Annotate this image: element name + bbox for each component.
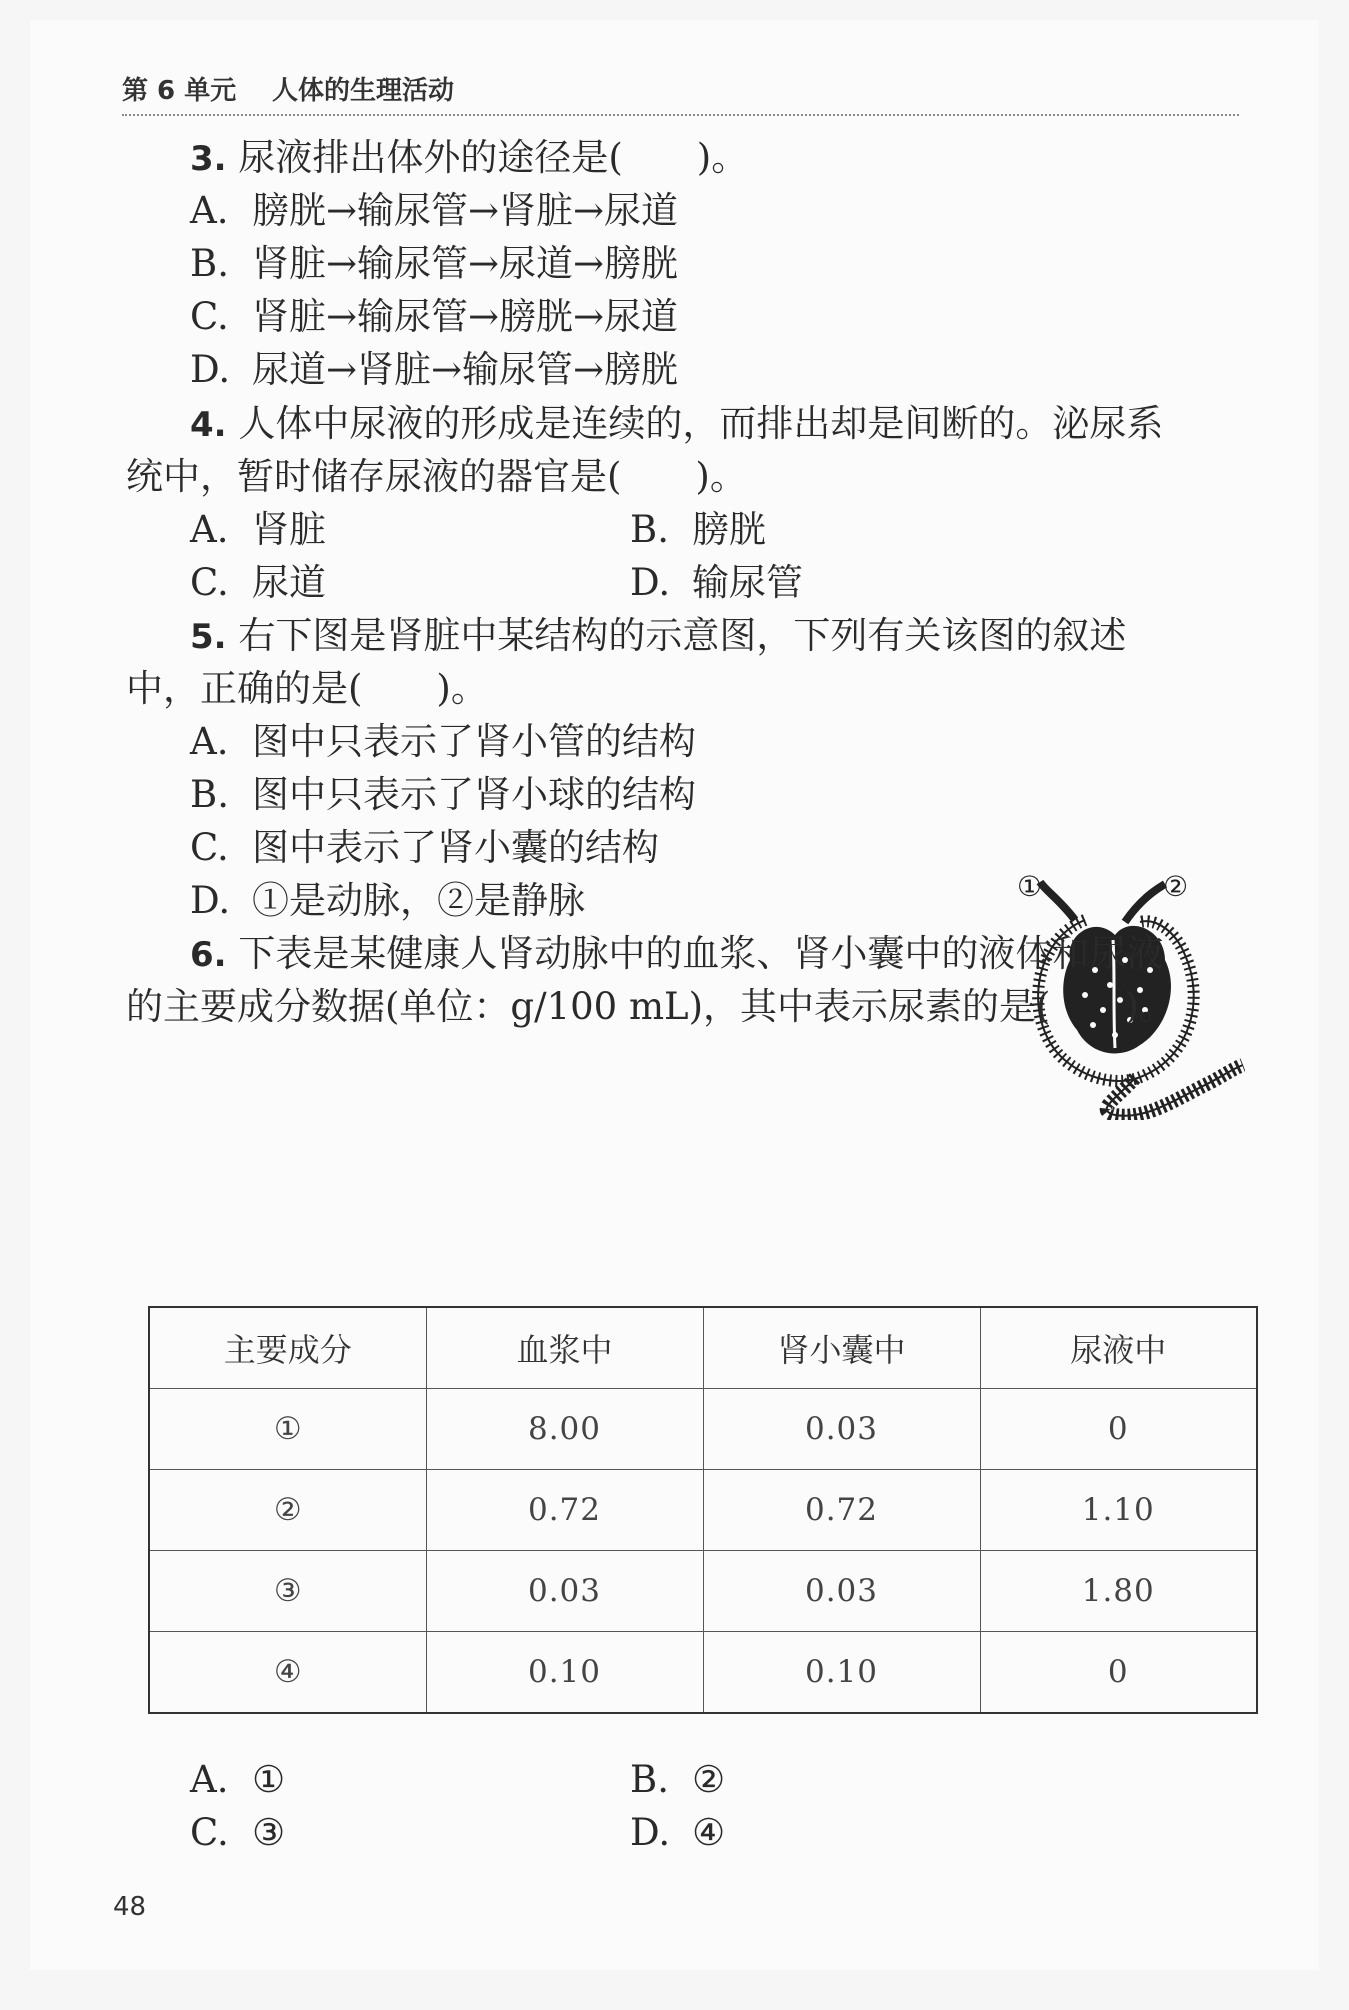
question-3-option-a — [190, 191, 678, 231]
option-text: 肾脏 — [252, 508, 326, 551]
option-letter: B. — [630, 1758, 669, 1801]
table-row — [149, 1389, 1257, 1470]
option-letter: C. — [190, 561, 229, 604]
table-cell: ④ — [149, 1632, 426, 1714]
table-cell: ② — [149, 1470, 426, 1551]
option-letter: C. — [190, 826, 229, 869]
question-4-stem-line1 — [190, 404, 1163, 445]
question-text: 人体中尿液的形成是连续的，而排出却是间断的。泌尿系 — [238, 402, 1164, 445]
question-number: 5. — [190, 617, 227, 657]
table-header-cell: 血浆中 — [426, 1307, 703, 1389]
table-row — [149, 1470, 1257, 1551]
option-letter: A. — [190, 508, 229, 551]
option-text: ①是动脉，②是静脉 — [252, 879, 585, 922]
question-5-option-d — [190, 881, 585, 921]
option-letter: D. — [190, 879, 231, 922]
option-letter: B. — [190, 773, 229, 816]
option-text: ① — [252, 1758, 286, 1801]
tubule — [1107, 1065, 1243, 1116]
question-4-option-a — [190, 510, 326, 550]
unit-topic: 人体的生理活动 — [272, 76, 455, 106]
option-letter: D. — [630, 1811, 671, 1854]
table-cell: 0.10 — [703, 1632, 980, 1714]
option-letter: D. — [630, 561, 671, 604]
table-cell: ③ — [149, 1551, 426, 1632]
table-row — [149, 1632, 1257, 1714]
table-cell: 0.03 — [426, 1551, 703, 1632]
option-text: 膀胱 — [692, 508, 766, 551]
page-number: 48 — [113, 1892, 147, 1922]
question-6-option-c — [190, 1813, 285, 1853]
option-letter: A. — [190, 1758, 229, 1801]
question-5-stem-line2: 中，正确的是( )。 — [126, 667, 488, 710]
table-row — [149, 1551, 1257, 1632]
option-text: 图中表示了肾小囊的结构 — [252, 826, 659, 869]
question-6-option-b — [630, 1760, 725, 1800]
table-cell: 0.72 — [426, 1470, 703, 1551]
option-letter: B. — [190, 242, 229, 285]
option-text: ③ — [252, 1811, 286, 1854]
vessel-1 — [1040, 882, 1075, 920]
option-letter: A. — [190, 720, 229, 763]
question-4-option-c — [190, 563, 326, 603]
table-cell: 8.00 — [426, 1389, 703, 1470]
option-text: 肾脏→输尿管→尿道→膀胱 — [252, 242, 679, 285]
question-4-stem-line2: 统中，暂时储存尿液的器官是( )。 — [126, 455, 747, 498]
question-6-option-d — [630, 1813, 725, 1853]
question-number: 3. — [190, 139, 227, 179]
option-text: ④ — [692, 1811, 726, 1854]
question-4-option-b — [630, 510, 766, 550]
table-cell: 0.03 — [703, 1389, 980, 1470]
option-text: 尿道 — [252, 561, 326, 604]
vessel-2 — [1125, 884, 1165, 922]
table-cell: ① — [149, 1389, 426, 1470]
question-5-option-c — [190, 828, 659, 868]
option-text: 图中只表示了肾小管的结构 — [252, 720, 696, 763]
option-letter: A. — [190, 189, 229, 232]
question-3-stem — [190, 138, 748, 179]
figure-label-1: ① — [1017, 870, 1043, 903]
option-text: 输尿管 — [692, 561, 803, 604]
question-6-stem-line1 — [190, 934, 1163, 975]
question-5-stem-line1 — [190, 616, 1126, 657]
option-letter: B. — [630, 508, 669, 551]
option-text: 图中只表示了肾小球的结构 — [252, 773, 696, 816]
textbook-page — [30, 20, 1319, 1970]
table-cell: 1.10 — [980, 1470, 1257, 1551]
option-text: ② — [692, 1758, 726, 1801]
table-header-cell: 主要成分 — [149, 1307, 426, 1389]
question-text: 右下图是肾脏中某结构的示意图，下列有关该图的叙述 — [238, 614, 1127, 657]
table-cell: 0.03 — [703, 1551, 980, 1632]
question-number: 6. — [190, 935, 227, 975]
question-3-option-d — [190, 350, 678, 390]
question-5-option-b — [190, 775, 696, 815]
option-letter: C. — [190, 1811, 229, 1854]
question-6-stem-line2: 的主要成分数据(单位：g/100 mL)，其中表示尿素的是( )。 — [126, 985, 1176, 1028]
table-header-cell: 肾小囊中 — [703, 1307, 980, 1389]
question-3-option-c — [190, 297, 678, 337]
figure-label-2: ② — [1163, 870, 1189, 903]
question-4-option-d — [630, 563, 803, 603]
question-3-option-b — [190, 244, 678, 284]
table-header-cell: 尿液中 — [980, 1307, 1257, 1389]
table-cell: 0.10 — [426, 1632, 703, 1714]
table-cell: 0 — [980, 1389, 1257, 1470]
table-cell: 1.80 — [980, 1551, 1257, 1632]
composition-table — [148, 1306, 1258, 1714]
unit-label: 第 6 单元 — [122, 76, 237, 106]
option-text: 肾脏→输尿管→膀胱→尿道 — [252, 295, 679, 338]
question-number: 4. — [190, 405, 227, 445]
question-6-option-a — [190, 1760, 285, 1800]
table-header-row — [149, 1307, 1257, 1389]
table-cell: 0.72 — [703, 1470, 980, 1551]
table-cell: 0 — [980, 1632, 1257, 1714]
question-5-option-a — [190, 722, 696, 762]
page-header — [122, 56, 1239, 116]
question-text: 尿液排出体外的途径是( )。 — [238, 136, 749, 179]
option-letter: D. — [190, 348, 231, 391]
question-text: 下表是某健康人肾动脉中的血浆、肾小囊中的液体和尿液 — [238, 932, 1164, 975]
option-letter: C. — [190, 295, 229, 338]
option-text: 尿道→肾脏→输尿管→膀胱 — [252, 348, 679, 391]
option-text: 膀胱→输尿管→肾脏→尿道 — [252, 189, 679, 232]
